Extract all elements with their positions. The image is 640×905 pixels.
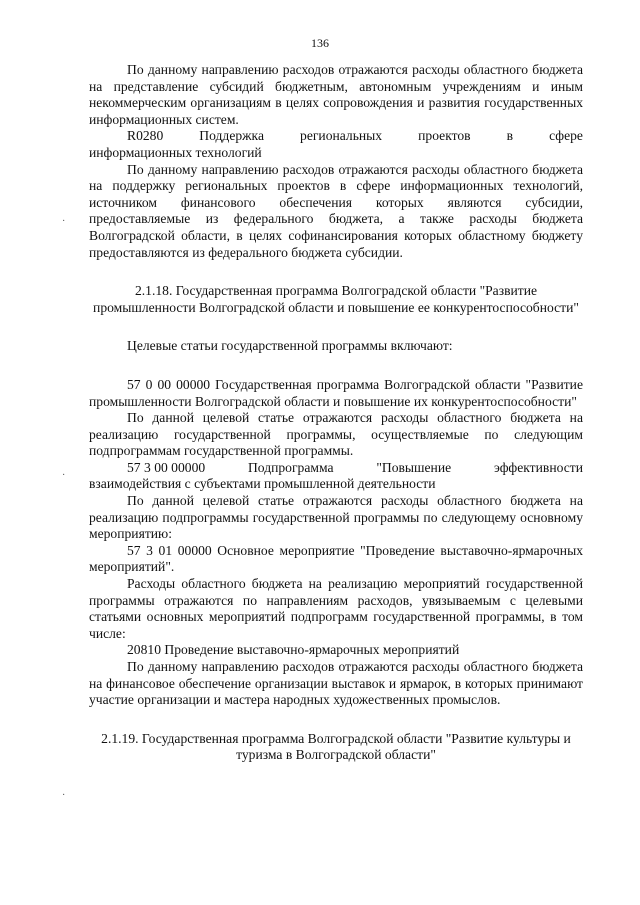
paragraph: 20810 Проведение выставочно-ярмарочных мероприятий [127, 642, 460, 658]
page-number: 136 [311, 36, 329, 50]
word: проектов [418, 128, 471, 144]
paragraph: По данному направлению расходов отражаются расходы областного бюджета на финансовое обеспечение организации выставок и ярмарок, в которых принимают участие организации и мастера народных художественных промыслов. [89, 659, 583, 708]
paragraph: По данной целевой статье отражаются расходы областного бюджета на реализацию государственной программы, осуществляемые по следующим подпрограммам государственной программы. [89, 410, 583, 459]
paragraph: 57 0 00 00000 Государственная программа Волгоградской области "Развитие промышленности Волгоградской области и повышение их конкурентоспособности" [89, 376, 583, 409]
section-heading-2-1-18: 2.1.18. Государственная программа Волгоградской области "Развитие промышленности Волгоградской области и повышение ее конкурентоспособности" [93, 283, 579, 315]
word: Подпрограмма [247, 459, 334, 475]
margin-mark: · [62, 216, 66, 227]
code-label: R0280 [127, 128, 164, 144]
code-label: 57 3 00 00000 [127, 459, 206, 475]
paragraph: Целевые статьи государственной программы включают: [127, 338, 453, 354]
paragraph: информационных технологий [89, 144, 262, 160]
paragraph: взаимодействия с субъектами промышленной деятельности [89, 476, 436, 492]
section-heading-2-1-19: 2.1.19. Государственная программа Волгоградской области "Развитие культуры и туризма в Волгоградской области" [101, 730, 571, 763]
word: в [506, 128, 514, 144]
margin-mark: · [62, 790, 66, 801]
paragraph: По данной целевой статье отражаются расходы областного бюджета на реализацию подпрограммы государственной программы по следующему основному мероприятию: [89, 493, 583, 542]
margin-mark: · [62, 470, 66, 481]
word: Поддержка [199, 128, 264, 144]
direction-r0280-row [89, 128, 583, 145]
paragraph: 57 3 01 00000 Основное мероприятие "Проведение выставочно-ярмарочных мероприятий". [89, 542, 583, 575]
word: эффективности [493, 459, 583, 475]
paragraph: По данному направлению расходов отражаются расходы областного бюджета на представление субсидий бюджетным, автономным учреждениям и иным некоммерческим организациям в целях сопровождения и развития государственных информационных систем. [89, 62, 583, 127]
target-573-row [89, 460, 583, 477]
paragraph: Расходы областного бюджета на реализацию мероприятий государственной программы отражаются по направлениям расходов, увязываемым с целевыми статьями основных мероприятий подпрограмм государственной программы, в том числе: [89, 576, 583, 641]
word: "Повышение [376, 459, 452, 475]
document-body [89, 62, 583, 764]
word: региональных [300, 128, 383, 144]
word: сфере [549, 128, 583, 144]
paragraph: По данному направлению расходов отражаются расходы областного бюджета на поддержку региональных проектов в сфере информационных технологий, источником финансового обеспечения которых являются субсидии, предоставляемые из федерального бюджета, а также расходы бюджета Волгоградской области, в целях софинансирования которых областному бюджету предоставляются из федерального бюджета субсидии. [89, 161, 583, 260]
